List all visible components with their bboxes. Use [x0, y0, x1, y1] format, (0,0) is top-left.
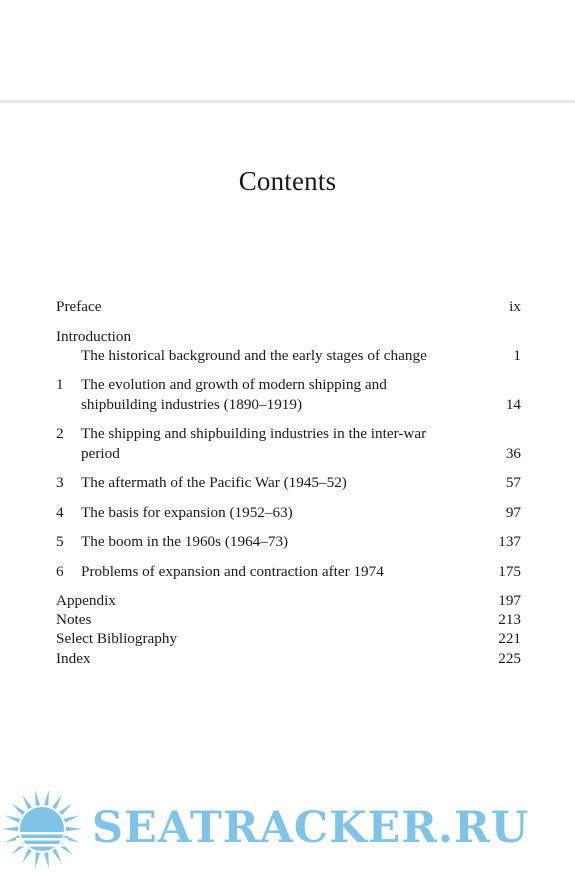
toc-page-chapter-6: 175 — [498, 563, 521, 580]
toc-entry-chapter-4: The basis for expansion (1952–63) — [81, 504, 293, 521]
toc-page-chapter-5: 137 — [498, 533, 521, 550]
sun-logo-icon — [0, 785, 92, 873]
watermark-text: SEATRACKER.RU — [92, 803, 530, 853]
page-title: Contents — [238, 166, 337, 196]
toc-page-chapter-2: 36 — [505, 445, 521, 462]
toc-entry-chapter-2-cont: period — [81, 445, 120, 462]
toc-entry-introduction: The historical background and the early stages of change — [81, 347, 427, 364]
toc-entry-chapter-1-cont: shipbuilding industries (1890–1919) — [81, 396, 303, 413]
toc-chapter-number: 4 — [56, 504, 64, 521]
toc-entry-chapter-2: The shipping and shipbuilding industries in the inter-war — [81, 425, 427, 442]
toc-entry-chapter-3: The aftermath of the Pacific War (1945–52) — [81, 474, 347, 491]
toc-chapter-number: 5 — [56, 533, 64, 550]
toc-entry-chapter-5: The boom in the 1960s (1964–73) — [81, 533, 289, 550]
toc-entry-chapter-1: The evolution and growth of modern shipping and — [81, 376, 387, 393]
toc-page-bibliography: 221 — [498, 630, 521, 647]
toc-chapter-number: 3 — [56, 474, 64, 491]
toc-heading-introduction: Introduction — [56, 328, 132, 345]
toc-entry-index: Index — [56, 650, 91, 667]
toc-chapter-number: 6 — [56, 563, 64, 580]
toc-entry-bibliography: Select Bibliography — [56, 630, 178, 647]
toc-entry-appendix: Appendix — [56, 592, 116, 609]
toc-page-chapter-3: 57 — [505, 474, 521, 491]
toc-entry-notes: Notes — [56, 611, 92, 628]
toc-page-appendix: 197 — [498, 592, 521, 609]
toc-chapter-number: 2 — [56, 425, 64, 442]
toc-entry-preface: Preface — [56, 298, 102, 315]
toc-page-chapter-1: 14 — [505, 396, 521, 413]
toc-page-preface: ix — [509, 298, 521, 315]
toc-entry-chapter-6: Problems of expansion and contraction after 1974 — [81, 563, 384, 580]
toc-page-chapter-4: 97 — [505, 504, 521, 521]
toc-page-introduction: 1 — [513, 347, 521, 364]
toc-chapter-number: 1 — [56, 376, 64, 393]
toc-page-notes: 213 — [498, 611, 521, 628]
toc-page-index: 225 — [498, 650, 521, 667]
watermark — [0, 785, 575, 873]
